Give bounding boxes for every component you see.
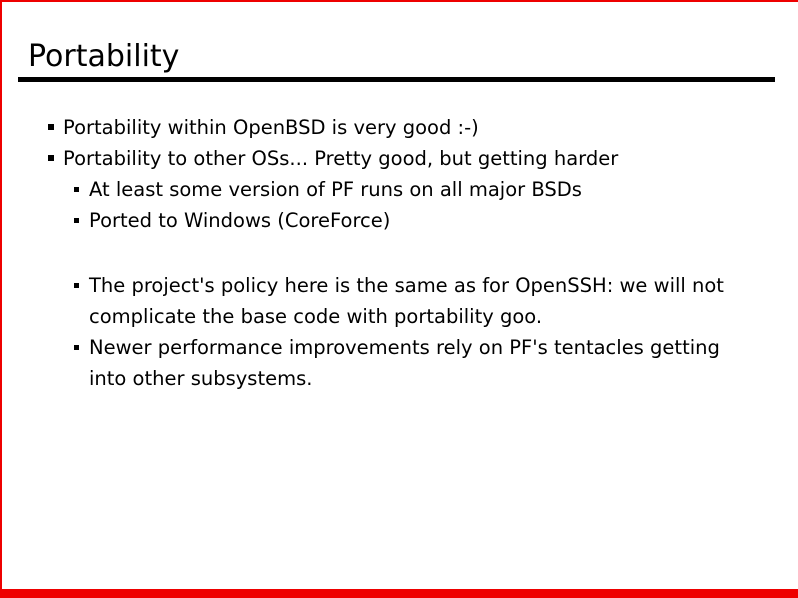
square-bullet-icon — [48, 124, 54, 130]
bullet-item — [74, 174, 778, 205]
left-border-line — [0, 0, 2, 598]
bullet-text: Portability to other OSs... Pretty good, but getting harder — [63, 147, 619, 170]
bullet-item — [74, 205, 778, 236]
bullet-text: Ported to Windows (CoreForce) — [89, 209, 391, 232]
bottom-border-bar — [0, 589, 798, 598]
bullet-list — [48, 112, 778, 394]
bullet-item — [74, 332, 778, 394]
square-bullet-icon — [74, 187, 79, 192]
bullet-text: The project's policy here is the same as for OpenSSH: we will not complicate the base code with portability goo. — [89, 274, 724, 328]
bullet-text: Newer performance improvements rely on PF's tentacles getting into other subsystems. — [89, 336, 720, 390]
page-title: Portability — [28, 39, 180, 74]
square-bullet-icon — [74, 283, 79, 288]
bullet-item — [48, 143, 778, 174]
square-bullet-icon — [74, 218, 79, 223]
bullet-item — [48, 112, 778, 143]
bullet-text: Portability within OpenBSD is very good :-) — [63, 116, 479, 139]
bullet-item — [74, 270, 778, 332]
bullet-text: At least some version of PF runs on all major BSDs — [89, 178, 582, 201]
title-underline — [18, 77, 775, 82]
square-bullet-icon — [48, 155, 54, 161]
top-border-line — [0, 0, 798, 2]
square-bullet-icon — [74, 345, 79, 350]
